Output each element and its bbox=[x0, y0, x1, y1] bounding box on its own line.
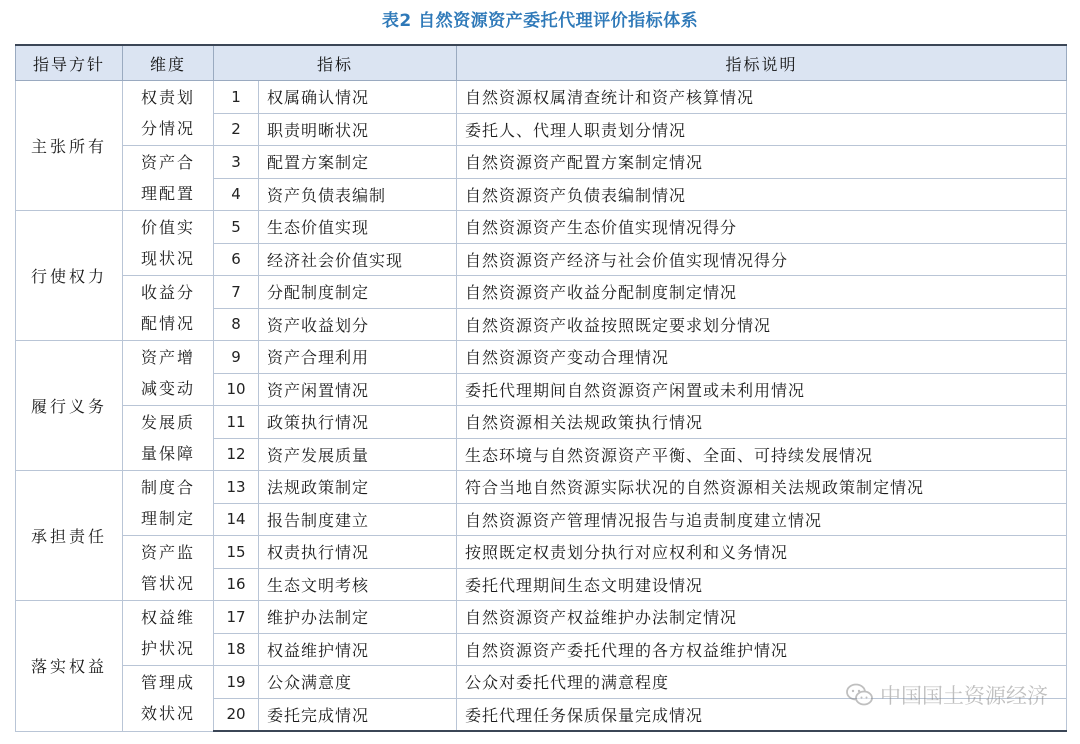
dimension-cell bbox=[123, 601, 214, 666]
indicator-name: 资产发展质量 bbox=[259, 438, 457, 471]
dimension-line: 价值实 bbox=[141, 218, 196, 237]
indicator-number: 9 bbox=[214, 341, 259, 374]
indicator-description: 自然资源资产变动合理情况 bbox=[457, 341, 1067, 374]
indicator-number: 2 bbox=[214, 113, 259, 146]
indicator-name: 职责明晰状况 bbox=[259, 113, 457, 146]
indicator-description: 委托代理任务保质保量完成情况 bbox=[457, 698, 1067, 731]
table-row bbox=[16, 406, 1067, 439]
indicator-name: 公众满意度 bbox=[259, 666, 457, 699]
dimension-line: 管状况 bbox=[141, 574, 196, 593]
indicator-name: 权属确认情况 bbox=[259, 81, 457, 114]
dimension-line: 效状况 bbox=[141, 704, 196, 724]
table-row bbox=[16, 146, 1067, 179]
indicator-number: 15 bbox=[214, 536, 259, 569]
header-dimension: 维度 bbox=[123, 45, 214, 81]
indicator-description: 自然资源资产收益分配制度制定情况 bbox=[457, 276, 1067, 309]
dimension-line: 制度合 bbox=[141, 478, 196, 497]
indicator-description: 委托代理期间生态文明建设情况 bbox=[457, 568, 1067, 601]
indicator-description: 自然资源资产配置方案制定情况 bbox=[457, 146, 1067, 179]
indicator-description: 按照既定权责划分执行对应权利和义务情况 bbox=[457, 536, 1067, 569]
table-row bbox=[16, 341, 1067, 374]
table-body bbox=[16, 81, 1067, 732]
indicator-number: 12 bbox=[214, 438, 259, 471]
indicator-description: 委托代理期间自然资源资产闲置或未利用情况 bbox=[457, 373, 1067, 406]
dimension-cell bbox=[123, 536, 214, 601]
dimension-line: 理制定 bbox=[141, 509, 196, 528]
indicator-number: 10 bbox=[214, 373, 259, 406]
indicator-description: 自然资源相关法规政策执行情况 bbox=[457, 406, 1067, 439]
watermark-text: 中国国土资源经济 bbox=[880, 684, 1048, 708]
dimension-cell bbox=[123, 406, 214, 471]
indicator-description: 自然资源资产管理情况报告与追责制度建立情况 bbox=[457, 503, 1067, 536]
table-row bbox=[16, 276, 1067, 309]
dimension-line: 收益分 bbox=[141, 283, 196, 302]
dimension-line: 管理成 bbox=[141, 673, 196, 693]
dimension-cell bbox=[123, 471, 214, 536]
indicator-number: 3 bbox=[214, 146, 259, 179]
guide-cell: 主张所有 bbox=[16, 81, 123, 211]
header-row bbox=[16, 45, 1067, 81]
table-row bbox=[16, 601, 1067, 634]
indicator-name: 报告制度建立 bbox=[259, 503, 457, 536]
indicator-name: 生态文明考核 bbox=[259, 568, 457, 601]
indicator-name: 生态价值实现 bbox=[259, 211, 457, 244]
dimension-cell bbox=[123, 211, 214, 276]
indicator-name: 权益维护情况 bbox=[259, 633, 457, 666]
indicator-name: 经济社会价值实现 bbox=[259, 243, 457, 276]
indicator-description: 自然资源资产收益按照既定要求划分情况 bbox=[457, 308, 1067, 341]
table-row bbox=[16, 211, 1067, 244]
table-row bbox=[16, 81, 1067, 114]
table-title: 表2 自然资源资产委托代理评价指标体系 bbox=[381, 11, 699, 31]
indicator-number: 20 bbox=[214, 698, 259, 731]
dimension-line: 发展质 bbox=[141, 413, 196, 432]
indicator-description: 符合当地自然资源实际状况的自然资源相关法规政策制定情况 bbox=[457, 471, 1067, 504]
header-description: 指标说明 bbox=[457, 45, 1067, 81]
wechat-icon bbox=[846, 683, 874, 707]
indicator-description: 生态环境与自然资源资产平衡、全面、可持续发展情况 bbox=[457, 438, 1067, 471]
indicator-name: 资产负债表编制 bbox=[259, 178, 457, 211]
dimension-line: 理配置 bbox=[141, 184, 196, 203]
indicator-description: 自然资源资产权益维护办法制定情况 bbox=[457, 601, 1067, 634]
indicator-number: 19 bbox=[214, 666, 259, 699]
dimension-line: 资产监 bbox=[141, 543, 196, 562]
dimension-line: 现状况 bbox=[141, 249, 196, 268]
indicator-name: 委托完成情况 bbox=[259, 698, 457, 731]
indicator-name: 权责执行情况 bbox=[259, 536, 457, 569]
dimension-line: 权益维 bbox=[141, 608, 196, 627]
dimension-cell bbox=[123, 81, 214, 146]
dimension-line: 减变动 bbox=[141, 379, 196, 398]
indicator-number: 8 bbox=[214, 308, 259, 341]
dimension-cell bbox=[123, 341, 214, 406]
watermark bbox=[846, 680, 1048, 710]
indicator-number: 11 bbox=[214, 406, 259, 439]
dimension-line: 配情况 bbox=[141, 314, 196, 333]
indicator-description: 自然资源资产经济与社会价值实现情况得分 bbox=[457, 243, 1067, 276]
indicator-name: 法规政策制定 bbox=[259, 471, 457, 504]
indicator-number: 16 bbox=[214, 568, 259, 601]
dimension-line: 护状况 bbox=[141, 639, 196, 658]
header-indicator: 指标 bbox=[214, 45, 457, 81]
indicator-number: 13 bbox=[214, 471, 259, 504]
indicator-name: 资产闲置情况 bbox=[259, 373, 457, 406]
header-guide: 指导方针 bbox=[16, 45, 123, 81]
indicator-description: 自然资源资产负债表编制情况 bbox=[457, 178, 1067, 211]
indicator-description: 自然资源资产生态价值实现情况得分 bbox=[457, 211, 1067, 244]
dimension-line: 权责划 bbox=[141, 88, 196, 107]
indicator-number: 14 bbox=[214, 503, 259, 536]
guide-cell: 行使权力 bbox=[16, 211, 123, 341]
table-row bbox=[16, 471, 1067, 504]
indicator-number: 5 bbox=[214, 211, 259, 244]
guide-cell: 落实权益 bbox=[16, 601, 123, 732]
indicator-number: 17 bbox=[214, 601, 259, 634]
dimension-line: 资产增 bbox=[141, 348, 196, 367]
indicator-number: 1 bbox=[214, 81, 259, 114]
dimension-cell bbox=[123, 276, 214, 341]
dimension-cell bbox=[123, 666, 214, 732]
indicator-number: 18 bbox=[214, 633, 259, 666]
dimension-line: 分情况 bbox=[141, 119, 196, 138]
indicator-name: 分配制度制定 bbox=[259, 276, 457, 309]
guide-cell: 承担责任 bbox=[16, 471, 123, 601]
indicator-description: 公众对委托代理的满意程度 bbox=[457, 666, 1067, 699]
indicator-name: 政策执行情况 bbox=[259, 406, 457, 439]
indicator-number: 7 bbox=[214, 276, 259, 309]
guide-cell: 履行义务 bbox=[16, 341, 123, 471]
indicator-name: 维护办法制定 bbox=[259, 601, 457, 634]
dimension-line: 量保障 bbox=[141, 444, 196, 463]
table-row bbox=[16, 536, 1067, 569]
indicator-name: 资产合理利用 bbox=[259, 341, 457, 374]
indicator-table bbox=[15, 44, 1067, 732]
dimension-cell bbox=[123, 146, 214, 211]
indicator-number: 6 bbox=[214, 243, 259, 276]
indicator-description: 自然资源权属清查统计和资产核算情况 bbox=[457, 81, 1067, 114]
indicator-description: 委托人、代理人职责划分情况 bbox=[457, 113, 1067, 146]
indicator-description: 自然资源资产委托代理的各方权益维护情况 bbox=[457, 633, 1067, 666]
dimension-line: 资产合 bbox=[141, 153, 196, 172]
indicator-name: 资产收益划分 bbox=[259, 308, 457, 341]
indicator-name: 配置方案制定 bbox=[259, 146, 457, 179]
indicator-number: 4 bbox=[214, 178, 259, 211]
